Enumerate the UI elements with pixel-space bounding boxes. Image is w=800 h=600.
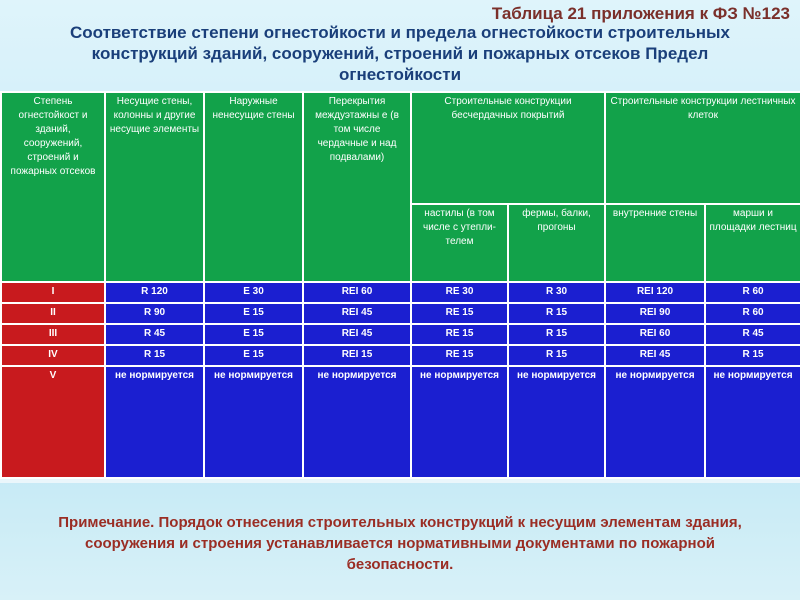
value-cell: REI 60 bbox=[303, 282, 411, 303]
header-floors: Перекрытия междуэтажны е (в том числе чердачные и над подвалами) bbox=[303, 92, 411, 282]
value-cell: R 45 bbox=[705, 324, 800, 345]
subheader-trusses: фермы, балки, прогоны bbox=[508, 204, 605, 282]
value-cell: R 120 bbox=[105, 282, 204, 303]
value-cell: R 15 bbox=[705, 345, 800, 366]
value-cell: не нормируется bbox=[105, 366, 204, 478]
value-cell: REI 45 bbox=[303, 324, 411, 345]
degree-cell: V bbox=[1, 366, 105, 478]
value-cell: RE 30 bbox=[411, 282, 508, 303]
degree-cell: III bbox=[1, 324, 105, 345]
table-row bbox=[1, 324, 800, 345]
table-row bbox=[1, 303, 800, 324]
value-cell: не нормируется bbox=[303, 366, 411, 478]
header-roof-group: Строительные конструкции бесчердачных покрытий bbox=[411, 92, 605, 204]
value-cell: RE 15 bbox=[411, 303, 508, 324]
value-cell: R 90 bbox=[105, 303, 204, 324]
header-load-bearing: Несущие стены, колонны и другие несущие элементы bbox=[105, 92, 204, 282]
fire-resistance-table bbox=[0, 91, 800, 483]
value-cell: REI 90 bbox=[605, 303, 705, 324]
footnote: Примечание. Порядок отнесения строительных конструкций к несущим элементам здания, сооружения и строения устанавливается нормативными документами по пожарной безопасности. bbox=[58, 514, 742, 573]
value-cell: E 30 bbox=[204, 282, 303, 303]
value-cell: R 15 bbox=[508, 324, 605, 345]
value-cell: R 45 bbox=[105, 324, 204, 345]
header-stairs-group: Строительные конструкции лестничных клеток bbox=[605, 92, 800, 204]
subheader-flights: марши и площадки лестниц bbox=[705, 204, 800, 282]
value-cell: R 15 bbox=[508, 345, 605, 366]
table bbox=[0, 91, 800, 479]
value-cell: E 15 bbox=[204, 345, 303, 366]
value-cell: REI 45 bbox=[303, 303, 411, 324]
value-cell: не нормируется bbox=[508, 366, 605, 478]
value-cell: не нормируется bbox=[204, 366, 303, 478]
degree-cell: II bbox=[1, 303, 105, 324]
value-cell: RE 15 bbox=[411, 324, 508, 345]
subheader-decking: настилы (в том числе с утепли- телем bbox=[411, 204, 508, 282]
value-cell: R 60 bbox=[705, 282, 800, 303]
degree-cell: IV bbox=[1, 345, 105, 366]
value-cell: REI 60 bbox=[605, 324, 705, 345]
table-reference: Таблица 21 приложения к ФЗ №123 bbox=[491, 4, 790, 23]
header-degree: Степень огнестойкост и зданий, сооружений, строений и пожарных отсеков bbox=[1, 92, 105, 282]
value-cell: R 60 bbox=[705, 303, 800, 324]
value-cell: R 15 bbox=[508, 303, 605, 324]
value-cell: E 15 bbox=[204, 303, 303, 324]
value-cell: R 15 bbox=[105, 345, 204, 366]
value-cell: REI 15 bbox=[303, 345, 411, 366]
table-row bbox=[1, 282, 800, 303]
value-cell: RE 15 bbox=[411, 345, 508, 366]
value-cell: REI 120 bbox=[605, 282, 705, 303]
header-external-walls: Наружные ненесущие стены bbox=[204, 92, 303, 282]
value-cell: R 30 bbox=[508, 282, 605, 303]
table-row bbox=[1, 345, 800, 366]
value-cell: REI 45 bbox=[605, 345, 705, 366]
subheader-internal-walls: внутренние стены bbox=[605, 204, 705, 282]
page-title: Соответствие степени огнестойкости и предела огнестойкости строительных конструкций зданий, сооружений, строений и пожарных отсеков Предел огнестойкости bbox=[69, 23, 731, 84]
table-row bbox=[1, 366, 800, 478]
value-cell: не нормируется bbox=[705, 366, 800, 478]
value-cell: не нормируется bbox=[605, 366, 705, 478]
degree-cell: I bbox=[1, 282, 105, 303]
value-cell: не нормируется bbox=[411, 366, 508, 478]
value-cell: E 15 bbox=[204, 324, 303, 345]
